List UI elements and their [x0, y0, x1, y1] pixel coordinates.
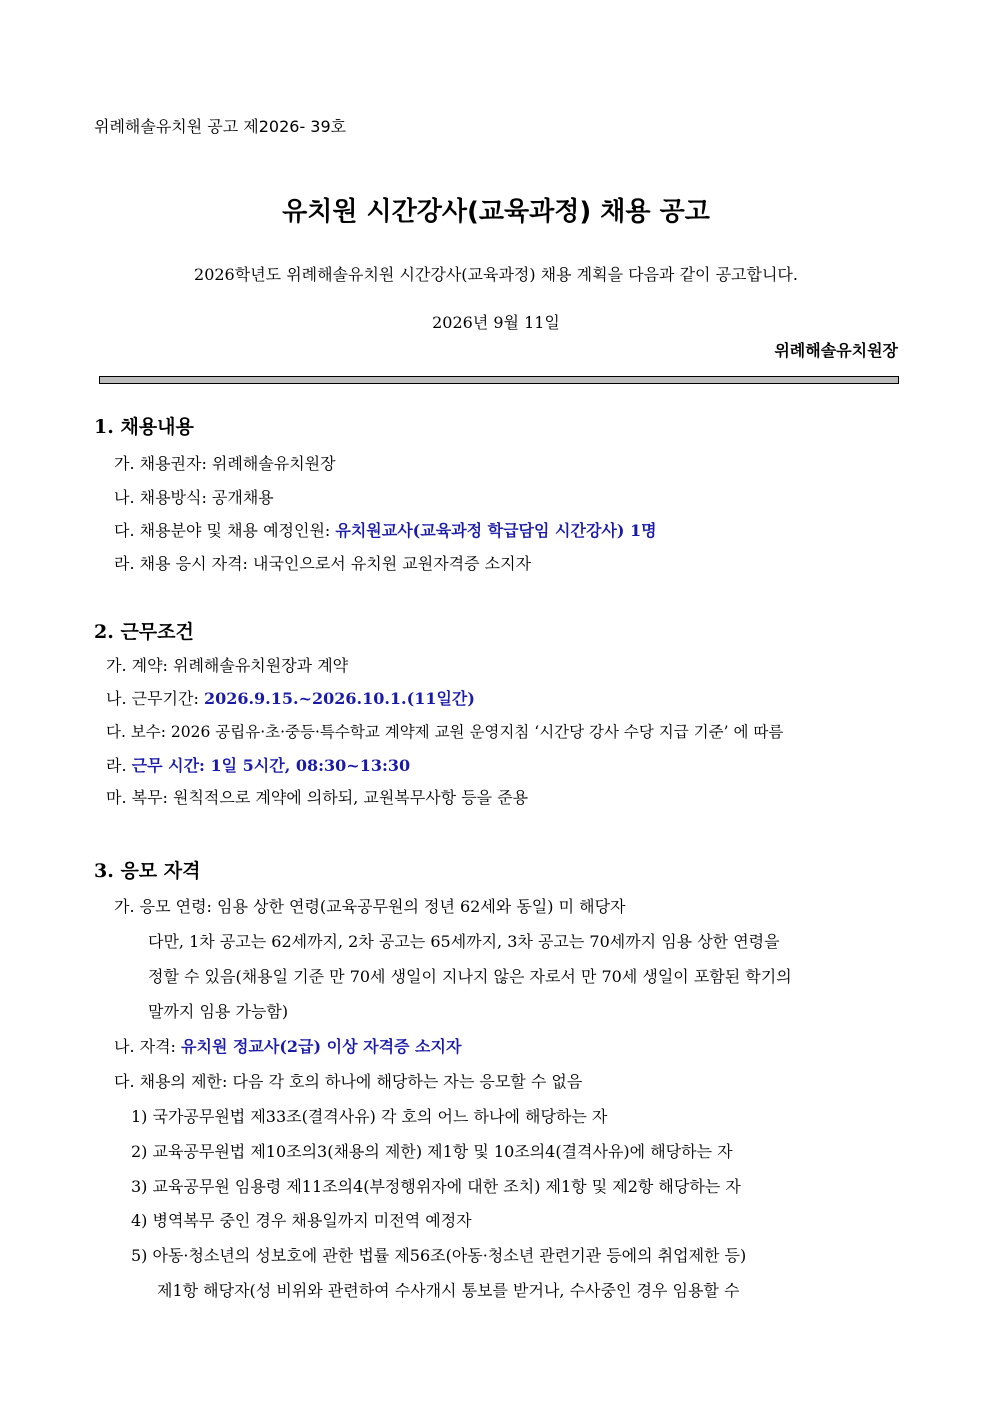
issuer-name: 위례해솔유치원장: [774, 341, 898, 360]
section-3-item-ga-note-1: 다만, 1차 공고는 62세까지, 2차 공고는 65세까지, 3차 공고는 70세까지 임용 상한 연령을: [148, 932, 780, 951]
section-3-item-ga-note-2: 정할 수 있음(채용일 기준 만 70세 생일이 지나지 않은 자로서 만 70세 생일이 포함된 학기의: [148, 967, 792, 986]
section-3-item-ga-note-3: 말까지 임용 가능함): [148, 1002, 289, 1021]
section-2-heading: 2. 근무조건: [94, 621, 194, 643]
section-2-item-ma: 마. 복무: 원칙적으로 계약에 의하되, 교원복무사항 등을 준용: [106, 788, 529, 807]
notice-date: 2026년 9월 11일: [432, 313, 560, 332]
section-3-item-da: 다. 채용의 제한: 다음 각 호의 하나에 해당하는 자는 응모할 수 없음: [114, 1072, 583, 1091]
section-3-item-ga: 가. 응모 연령: 임용 상한 연령(교육공무원의 정년 62세와 동일) 미 해당자: [114, 897, 626, 916]
section-1-item-ra: 라. 채용 응시 자격: 내국인으로서 유치원 교원자격증 소지자: [114, 554, 532, 573]
section-3-item-na: [114, 1036, 461, 1058]
section-3-sub-5-line-2: 제1항 해당자(성 비위와 관련하여 수사개시 통보를 받거나, 수사중인 경우 임용할 수: [157, 1281, 740, 1300]
notice-number: 위례해솔유치원 공고 제2026- 39호: [94, 117, 347, 136]
section-3-item-na-value: 유치원 정교사(2급) 이상 자격증 소지자: [181, 1037, 462, 1056]
section-1-item-da: [114, 520, 657, 542]
section-2-item-ra-label: 라.: [106, 756, 132, 775]
section-1-item-ga: 가. 채용권자: 위례해솔유치원장: [114, 454, 336, 473]
section-2-item-da: 다. 보수: 2026 공립유·초·중등·특수학교 계약제 교원 운영지침 ‘시간당 강사 수당 지급 기준’ 에 따름: [106, 723, 784, 741]
section-2-item-ga: 가. 계약: 위례해솔유치원장과 계약: [106, 656, 349, 675]
section-1-item-da-label: 다. 채용분야 및 채용 예정인원:: [114, 521, 336, 540]
section-2-item-na: [106, 688, 475, 710]
section-3-sub-5-line-1: 5) 아동·청소년의 성보호에 관한 법률 제56조(아동·청소년 관련기관 등에의 취업제한 등): [131, 1246, 747, 1265]
section-2-item-na-value: 2026.9.15.~2026.10.1.(11일간): [203, 689, 475, 708]
section-1-item-da-value: 유치원교사(교육과정 학급담임 시간강사) 1명: [335, 521, 657, 540]
section-3-sub-2: 2) 교육공무원법 제10조의3(채용의 제한) 제1항 및 10조의4(결격사유)에 해당하는 자: [131, 1142, 733, 1161]
section-3-heading: 3. 응모 자격: [94, 860, 201, 882]
section-3-item-na-label: 나. 자격:: [114, 1037, 182, 1056]
header-divider: [99, 376, 899, 384]
section-1-item-na: 나. 채용방식: 공개채용: [114, 488, 274, 507]
page-title: 유치원 시간강사(교육과정) 채용 공고: [282, 197, 710, 227]
intro-text: 2026학년도 위례해솔유치원 시간강사(교육과정) 채용 계획을 다음과 같이 공고합니다.: [194, 265, 798, 284]
section-2-item-na-label: 나. 근무기간:: [106, 689, 204, 708]
section-2-item-ra-value: 근무 시간: 1일 5시간, 08:30~13:30: [131, 756, 411, 775]
section-2-item-ra: [106, 755, 410, 777]
section-1-heading: 1. 채용내용: [94, 416, 194, 438]
section-3-sub-4: 4) 병역복무 중인 경우 채용일까지 미전역 예정자: [131, 1211, 472, 1230]
section-3-sub-3: 3) 교육공무원 임용령 제11조의4(부정행위자에 대한 조치) 제1항 및 제2항 해당하는 자: [131, 1177, 741, 1196]
section-3-sub-1: 1) 국가공무원법 제33조(결격사유) 각 호의 어느 하나에 해당하는 자: [131, 1107, 608, 1126]
